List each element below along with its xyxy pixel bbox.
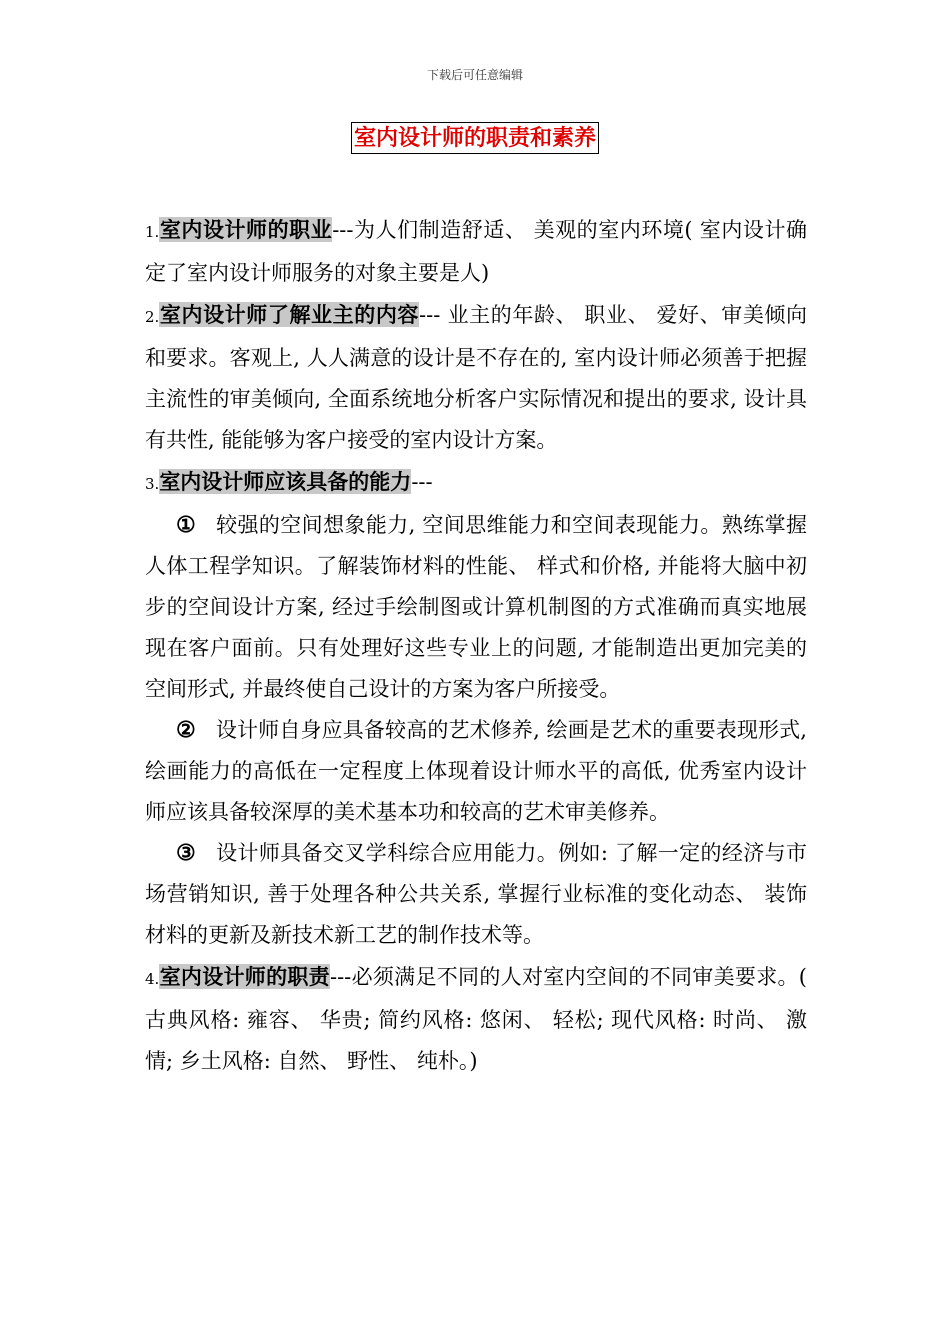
section-3-heading: 室内设计师应该具备的能力 <box>159 469 412 494</box>
section-1-heading: 室内设计师的职业 <box>159 217 333 242</box>
header-note: 下载后可任意编辑 <box>426 68 523 82</box>
page-title: 室内设计师的职责和素养 <box>351 122 599 154</box>
ability-item-2 <box>145 710 807 833</box>
ability-item-3-text: 设计师具备交叉学科综合应用能力。例如: 了解一定的经济与市场营销知识, 善于处理各种公共关系, 掌握行业标准的变化动态、 装饰材料的更新及新技术新工艺的制作技术等。 <box>145 841 807 947</box>
section-1 <box>145 209 807 294</box>
section-2-heading: 室内设计师了解业主的内容 <box>159 302 420 327</box>
ability-item-2-text: 设计师自身应具备较高的艺术修养, 绘画是艺术的重要表现形式, 绘画能力的高低在一定程度上体现着设计师水平的高低, 优秀室内设计师应该具备较深厚的美术基本功和较高的艺术审美修养。 <box>145 718 807 824</box>
ability-item-1-text: 较强的空间想象能力, 空间思维能力和空间表现能力。熟练掌握人体工程学知识。了解装饰材料的性能、 样式和价格, 并能将大脑中初步的空间设计方案, 经过手绘制图或计算机制图的方式准确而真实地展现在客户面前。只有处理好这些专业上的问题, 才能制造出更加完美的空间形式, 并最终使自己设计的方案为客户所接受。 <box>145 513 807 701</box>
section-4-heading: 室内设计师的职责 <box>159 964 330 989</box>
section-1-number: 1. <box>145 223 160 241</box>
ability-item-1 <box>145 505 807 710</box>
section-3 <box>145 461 807 505</box>
section-2-text: --- 业主的年龄、 职业、 爱好、审美倾向和要求。客观上, 人人满意的设计是不存在的, 室内设计师必须善于把握主流性的审美倾向, 全面系统地分析客户实际情况和提出的要求, 设计具有共性, 能能够为客户接受的室内设计方案。 <box>145 303 808 452</box>
circled-two-marker: ② <box>176 717 196 743</box>
title-wrap <box>0 122 950 154</box>
section-2 <box>145 294 807 461</box>
section-4-text: ---必须满足不同的人对室内空间的不同审美要求。( 古典风格: 雍容、 华贵; 简约风格: 悠闲、 轻松; 现代风格: 时尚、 激情; 乡土风格: 自然、 野性、 纯朴。) <box>145 965 807 1073</box>
circled-one-marker: ① <box>176 512 197 538</box>
section-3-number: 3. <box>145 475 160 493</box>
ability-item-3 <box>145 833 807 956</box>
section-4 <box>145 956 807 1082</box>
section-4-number: 4. <box>145 970 160 988</box>
circled-three-marker: ③ <box>176 840 197 866</box>
body-text <box>145 209 807 1082</box>
section-3-text: --- <box>411 470 433 494</box>
section-1-text: ---为人们制造舒适、 美观的室内环境( 室内设计确定了室内设计师服务的对象主要是人) <box>145 218 807 285</box>
section-2-number: 2. <box>145 308 160 326</box>
